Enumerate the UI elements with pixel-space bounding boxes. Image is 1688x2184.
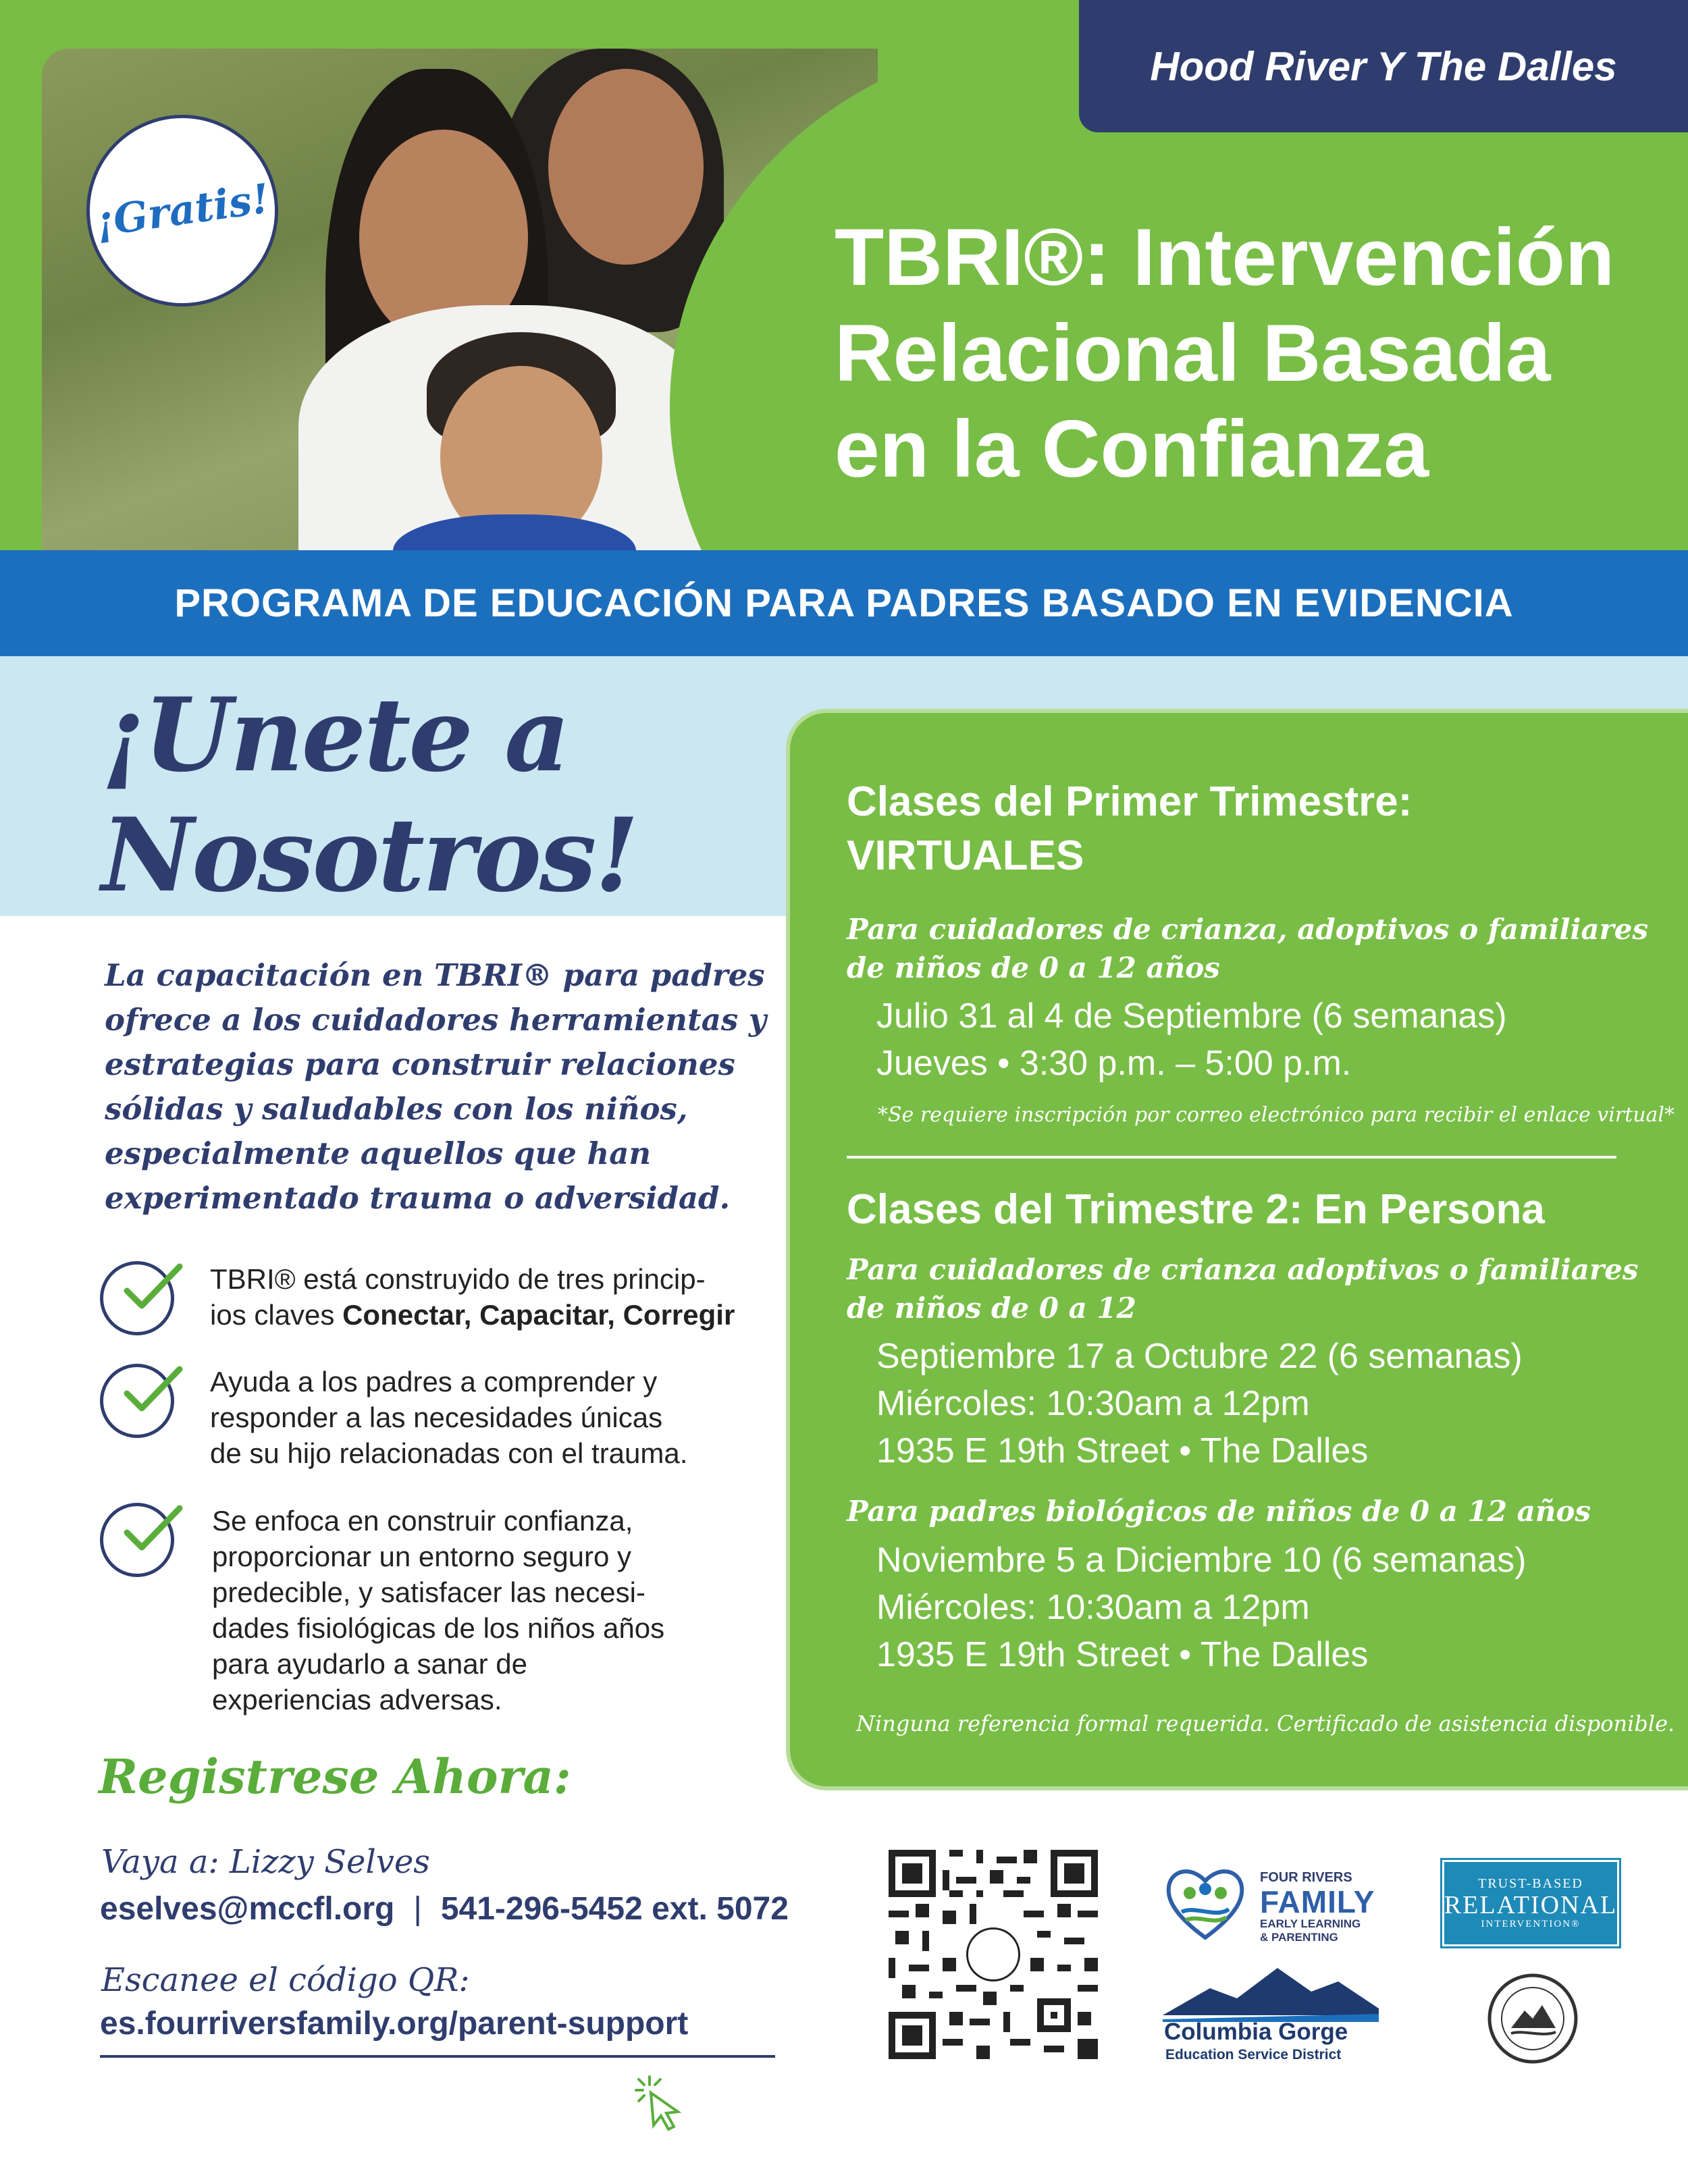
intro-line: experimentado trauma o adversidad. [105,1180,731,1216]
benefit-text [212,1503,833,1717]
tbri-logo-line: RELATIONAL [1444,1891,1618,1919]
contact-name: Vaya a: Lizzy Selves [101,1843,430,1881]
benefit-line: de su hijo relacionadas con el trauma. [210,1437,688,1469]
four-rivers-line2: FAMILY [1260,1884,1375,1919]
four-rivers-line1: FOUR RIVERS [1260,1870,1352,1885]
four-rivers-tagline-line: EARLY LEARNING [1260,1917,1361,1930]
term2-group1-audience [847,1250,1639,1327]
term1-note: *Se requiere inscripción por correo electrónico para recibir el enlace virtual* [878,1103,1675,1127]
term2-heading: Clases del Trimestre 2: En Persona [847,1186,1545,1233]
join-heading-line: Nosotros! [101,796,637,915]
join-heading-line: ¡Unete a [101,676,569,795]
term1-time: Jueves • 3:30 p.m. – 5:00 p.m. [876,1044,1352,1083]
benefit-principles: Conectar, Capacitar, Corregir [342,1299,735,1331]
intro-line: sólidas y saludables con los niños, [105,1091,688,1127]
tbri-logo [1442,1860,1619,1946]
benefit-line: dades fisiológicas de los niños años [212,1612,665,1644]
benefit-line: proporcionar un entorno seguro y [212,1541,632,1572]
registration-url-link[interactable]: es.fourriversfamily.org/parent-support [100,2006,689,2042]
check-icon [112,1492,186,1566]
free-badge [86,115,278,307]
benefit-line [210,1297,831,1333]
four-rivers-tagline [1260,1917,1395,1944]
benefit-line: Ayuda a los padres a comprender y [210,1366,658,1397]
term2-group2-address: 1935 E 19th Street • The Dalles [876,1635,1369,1674]
title-line: en la Confianza [835,404,1429,494]
title-line: TBRI®: Intervención [835,212,1615,302]
benefit-line: para ayudarlo a sanar de [212,1648,527,1680]
term1-audience-line: de niños de 0 a 12 años [847,951,1220,984]
benefit-text [210,1261,831,1333]
qr-label: Escanee el código QR: [101,1961,470,1999]
term1-heading-line: VIRTUALES [847,832,1084,879]
intro-paragraph [105,953,820,1221]
check-icon [112,1250,186,1325]
tbri-logo-line: TRUST-BASED [1478,1876,1583,1891]
term1-heading [847,775,1412,883]
term1-audience-line: Para cuidadores de crianza, adoptivos o familiares [847,913,1649,946]
term1-heading-line: Clases del Primer Trimestre: [847,778,1413,825]
term2-group2-audience: Para padres biológicos de niños de 0 a 12 años [847,1495,1591,1528]
program-banner-text: PROGRAMA DE EDUCACIÓN PARA PADRES BASADO EN EVIDENCIA [174,581,1514,625]
register-heading: Registrese Ahora: [99,1749,571,1805]
benefit-text [210,1364,831,1471]
term2-group2-time: Miércoles: 10:30am a 12pm [876,1588,1310,1627]
free-badge-label: ¡Gratis! [93,175,272,246]
intro-line: ofrece a los cuidadores herramientas y [105,1002,767,1038]
columbia-gorge-name: Columbia Gorge [1164,2019,1348,2045]
benefit-line: experiencias adversas. [212,1684,502,1715]
url-underline [100,2055,775,2058]
term2-group1-dates: Septiembre 17 a Octubre 22 (6 semanas) [876,1337,1523,1376]
contact-email-link[interactable]: eselves@mccfl.org [100,1891,395,1927]
program-banner [0,550,1688,656]
term2-group1-time: Miércoles: 10:30am a 12pm [876,1384,1310,1423]
panel-divider [847,1156,1616,1158]
check-icon [112,1353,186,1427]
columbia-gorge-subtitle: Education Service District [1165,2047,1342,2062]
term2-group2-dates: Noviembre 5 a Diciembre 10 (6 semanas) [876,1541,1527,1580]
join-heading [101,675,776,915]
benefit-line: TBRI® está construyido de tres princip- [210,1263,706,1295]
mid-columbia-seal-icon [1485,1971,1580,2066]
contact-details [100,1890,789,1927]
location-label: Hood River Y The Dalles [1150,43,1617,89]
term2-audience-line: de niños de 0 a 12 [847,1291,1136,1325]
tbri-logo-line: INTERVENTION® [1481,1919,1581,1929]
benefit-line-plain: ios claves [210,1299,343,1331]
intro-line: La capacitación en TBRI® para padres [105,957,765,993]
intro-line: especialmente aquellos que han [105,1136,652,1171]
contact-separator: | [413,1891,422,1927]
four-rivers-heart-icon [1161,1858,1249,1946]
benefit-line: Se enfoca en construir confianza, [212,1505,633,1537]
columbia-gorge-mountain-icon [1163,1961,1379,2022]
term1-dates: Julio 31 al 4 de Septiembre (6 semanas) [876,996,1507,1036]
title-line: Relacional Basada [835,308,1551,398]
intro-line: estrategias para construir relaciones [105,1046,735,1082]
location-tab [1079,0,1688,132]
photo-girl-face [548,69,704,265]
contact-phone-link[interactable]: 541-296-5452 ext. 5072 [440,1891,789,1927]
four-rivers-tagline-line: & PARENTING [1260,1931,1338,1944]
term2-audience-line: Para cuidadores de crianza adoptivos o familiares [847,1253,1639,1286]
qr-center-logo [966,1927,1020,1981]
term1-audience [847,910,1648,987]
term2-group1-address: 1935 E 19th Street • The Dalles [876,1431,1369,1470]
benefit-line: predecible, y satisfacer las necesi- [212,1576,645,1608]
footer-note: Ninguna referencia formal requerida. Certificado de asistencia disponible. [856,1711,1675,1736]
cursor-click-icon [629,2073,690,2133]
page-title [835,209,1658,497]
benefit-line: responder a las necesidades únicas [210,1402,663,1433]
